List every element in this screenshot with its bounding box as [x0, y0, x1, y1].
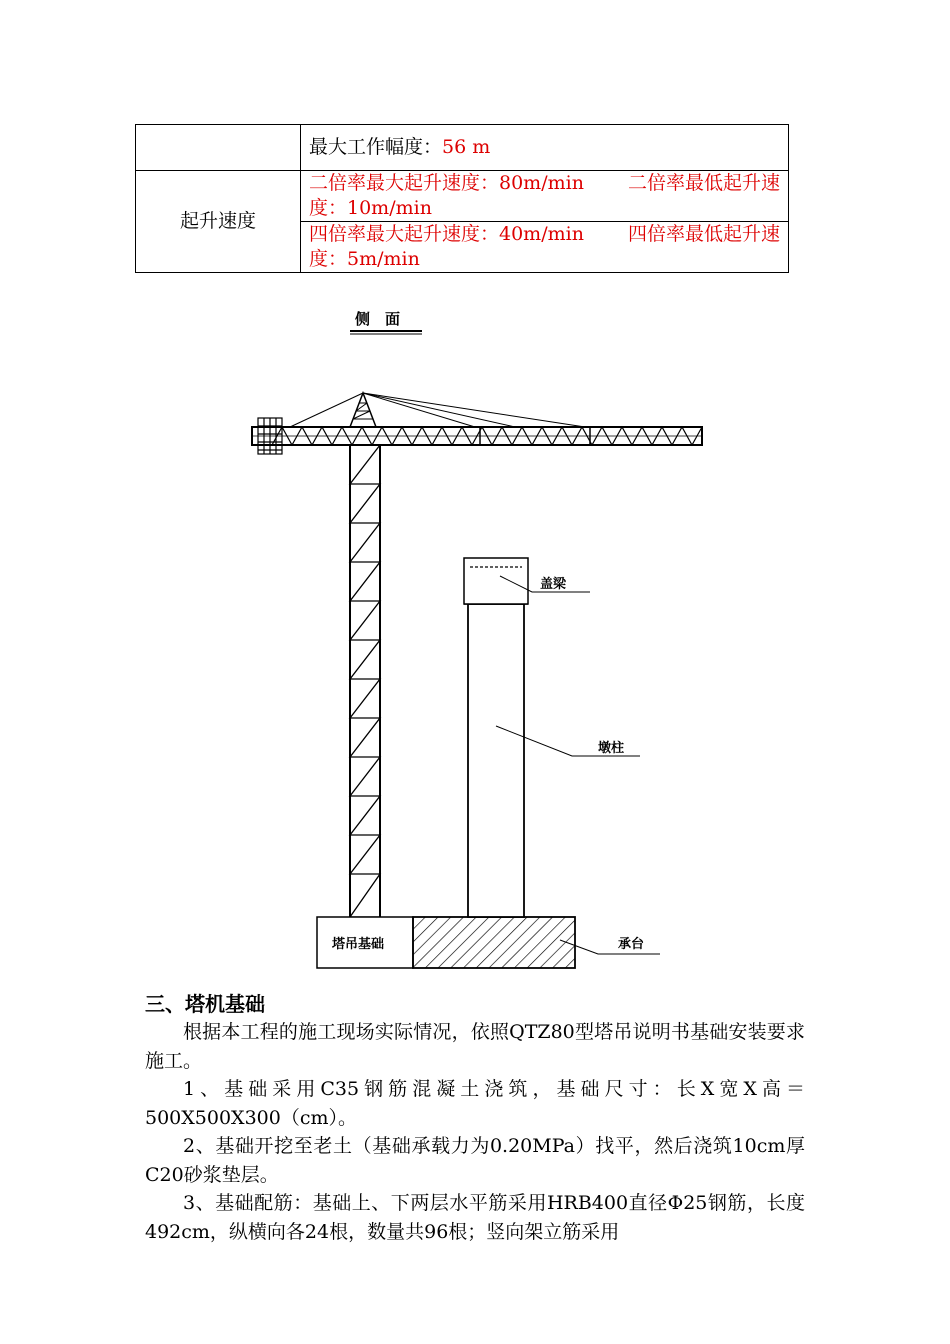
table-cell-empty [136, 125, 301, 171]
crane-jib [252, 427, 702, 445]
crane-foundation-label: 塔吊基础 [332, 937, 385, 952]
table-row [136, 125, 789, 171]
paragraph-intro: 根据本工程的施工现场实际情况，依照QTZ80型塔吊说明书基础安装要求施工。 [145, 1021, 805, 1072]
table-row [136, 171, 789, 222]
double-rate-speed: 二倍率最大起升速度：80m/min 二倍率最低起升速度：10m/min [301, 171, 789, 222]
pier-column-label: 墩柱 [598, 741, 625, 756]
drawing-title: 侧 面 [355, 310, 401, 328]
section-heading: 三、塔机基础 [145, 992, 265, 1016]
table-cell-working-range [301, 125, 789, 171]
pile-cap-label: 承台 [618, 937, 645, 952]
spec-table [135, 124, 789, 273]
pier-column [468, 604, 524, 917]
cap-beam-label: 盖梁 [540, 577, 567, 592]
tower-crane-side-view-drawing [240, 300, 720, 980]
working-range-value: 56 m [442, 136, 491, 158]
crane-mast [350, 445, 380, 917]
tower-head-and-ties [290, 393, 585, 427]
working-range-label: 最大工作幅度： [309, 136, 443, 158]
paragraph-item-2: 2、基础开挖至老土（基础承载力为0.20MPa）找平，然后浇筑10cm厚C20砂浆垫层。 [145, 1135, 805, 1186]
lifting-speed-label: 起升速度 [136, 171, 301, 273]
pile-cap [413, 917, 575, 968]
paragraph-item-3: 3、基础配筋：基础上、下两层水平筋采用HRB400直径Φ25钢筋，长度492cm，纵横向各24根，数量共96根；竖向架立筋采用 [145, 1192, 805, 1243]
cap-beam [464, 558, 528, 604]
paragraph-item-1: 1、基础采用C35钢筋混凝土浇筑，基础尺寸：长X宽X高＝500X500X300（cm）。 [145, 1078, 805, 1129]
tower-crane-foundation-section [145, 990, 805, 1246]
quadruple-rate-speed: 四倍率最大起升速度：40m/min 四倍率最低起升速度：5m/min [301, 222, 789, 273]
